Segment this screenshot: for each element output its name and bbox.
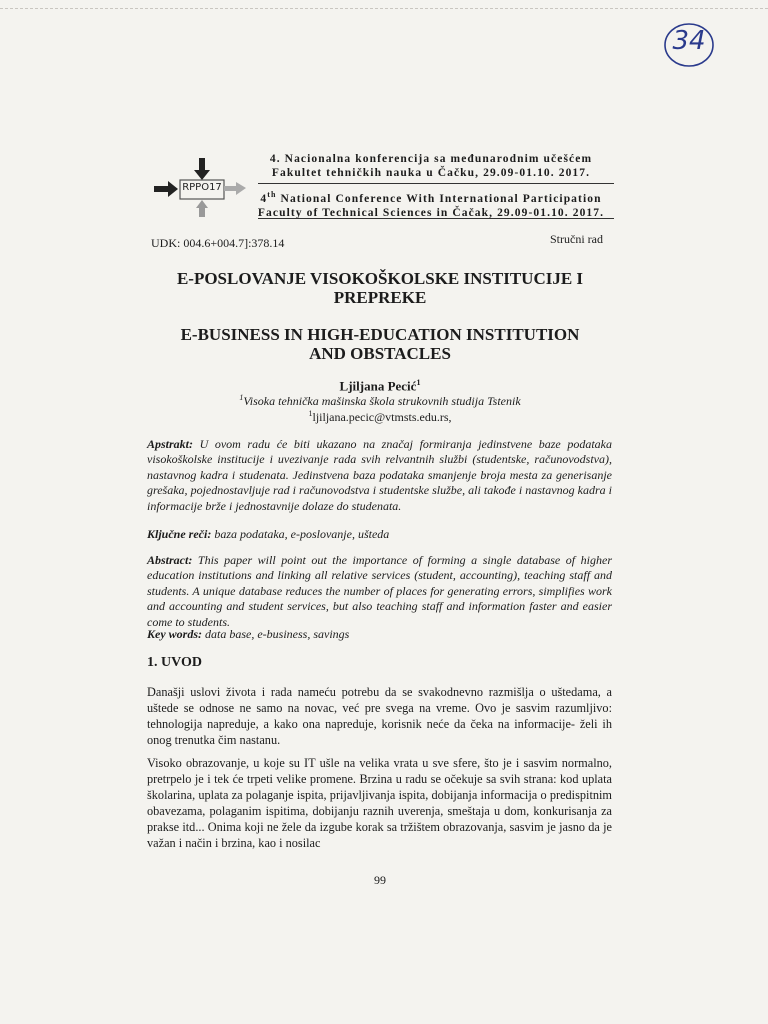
keywords-text: data base, e-business, savings <box>202 627 350 641</box>
paragraph-1: Današji uslovi života i rada nameću potrebu da se svakodnevno razmišlja o uštedama, a uštede se odnose ne samo na novac, već pre svega na vreme. Ovo je sasvim razumljivo: tehnologija napreduje, a kako ona napreduje, korisnik neće da čeka na informacije- želi ih onog trenutka čim nastanu. <box>147 685 612 747</box>
abstract-label: Abstract: <box>147 553 193 567</box>
title-english-line1: E-BUSINESS IN HIGH-EDUCATION INSTITUTION <box>180 325 580 344</box>
email-superscript: 1 <box>308 409 313 418</box>
conference-serbian-line1: 4. Nacionalna konferencija sa međunarodnim učešćem <box>269 153 593 165</box>
apstrakt-text: U ovom radu će biti ukazano na značaj formiranja jedinstvene baze podataka visokoškolske institucije i uvezivanje rada svih relvantnih službi (studentske, računovodstva), nastavnog kadra i studenata. Jedinstvena baza podataka smanjenje broja mesta za generisanje grešaka, pojednostavljuje rad i računovodstva i studentske službe, ali takođe i nastavnog kadra i informacije brže i jednostavnije dolaze do studenata. <box>147 437 612 513</box>
kljucne-label: Ključne reči: <box>147 527 212 541</box>
author-email <box>150 409 610 425</box>
conference-logo <box>152 156 252 218</box>
kljucne-text: baza podataka, e-poslovanje, ušteda <box>211 527 390 541</box>
paragraph-2: Visoko obrazovanje, u koje su IT ušle na velika vrata u sve sfere, što je i sasvim normalno, pretrpelo je i tek će trpeti velike promene. Brzina u radu se očekuje sa svih strana: kod uplata školarina, uplata za polaganje ispita, prijavljivanja ispita, dobijanja informacija o predispitnim obavezama, polaganim ispitima, dobijanju raznih uverenja, smeštaja u dom, konkurisanja za prakse itd... Onima koji ne žele da izgube korak sa tržištem obrazovanja, sasvim je jasno da je važan i način i brzina, kao i nosilac <box>147 756 612 850</box>
affiliation-superscript: 1 <box>239 393 244 402</box>
conference-divider-bottom <box>258 218 614 219</box>
abstract-text: This paper will point out the importance of forming a single database of higher education institutions and linking all relative services (student, accounting), teaching staff and students. A unique database reduces the number of places for generating errors, simplifies work and accounting and student services, but also teaching staff and information faster and easier come to students. <box>147 553 612 629</box>
conference-english-number: 4 <box>260 192 268 205</box>
section-heading: 1. UVOD <box>147 655 202 670</box>
page-mark-number: 34 <box>672 26 706 56</box>
conference-serbian-line2: Fakultet tehničkih nauka u Čačku, 29.09-01.10. 2017. <box>271 167 591 179</box>
paper-type: Stručni rad <box>550 232 603 246</box>
apstrakt-label: Apstrakt: <box>147 437 194 451</box>
logo-label: RPPO17 <box>182 182 222 193</box>
kljucne-reci <box>147 527 612 542</box>
handwritten-page-mark <box>663 20 715 70</box>
email-text[interactable]: ljiljana.pecic@vtmsts.edu.rs, <box>312 410 452 424</box>
title-english <box>150 325 610 363</box>
author-name-text: Ljiljana Pecić <box>339 378 417 394</box>
title-serbian <box>150 269 610 307</box>
title-serbian-line1: E-POSLOVANJE VISOKOŠKOLSKE INSTITUCIJE I <box>176 269 584 288</box>
conference-english-line1: National Conference With International Participation <box>276 192 602 205</box>
key-words <box>147 627 612 642</box>
page-number: 99 <box>374 873 386 887</box>
conference-header-english <box>252 188 610 220</box>
author-superscript: 1 <box>416 378 421 387</box>
conference-english-line2: Faculty of Technical Sciences in Čačak, 29.09-01.10. 2017. <box>257 206 605 219</box>
abstract-english <box>147 553 612 630</box>
apstrakt-serbian <box>147 437 612 514</box>
conference-header-serbian <box>252 152 610 180</box>
keywords-label: Key words: <box>147 627 202 641</box>
conference-english-suffix: th <box>267 190 277 199</box>
udk-code: UDK: 004.6+004.7]:378.14 <box>151 236 285 250</box>
author-name <box>150 378 610 394</box>
title-english-line2: AND OBSTACLES <box>309 344 451 363</box>
title-serbian-line2: PREPREKE <box>333 288 427 307</box>
scan-top-edge <box>0 8 768 9</box>
affiliation-text: Visoka tehnička mašinska škola strukovnih studija Tstenik <box>243 394 521 408</box>
author-affiliation <box>150 393 610 409</box>
conference-divider <box>258 183 614 184</box>
